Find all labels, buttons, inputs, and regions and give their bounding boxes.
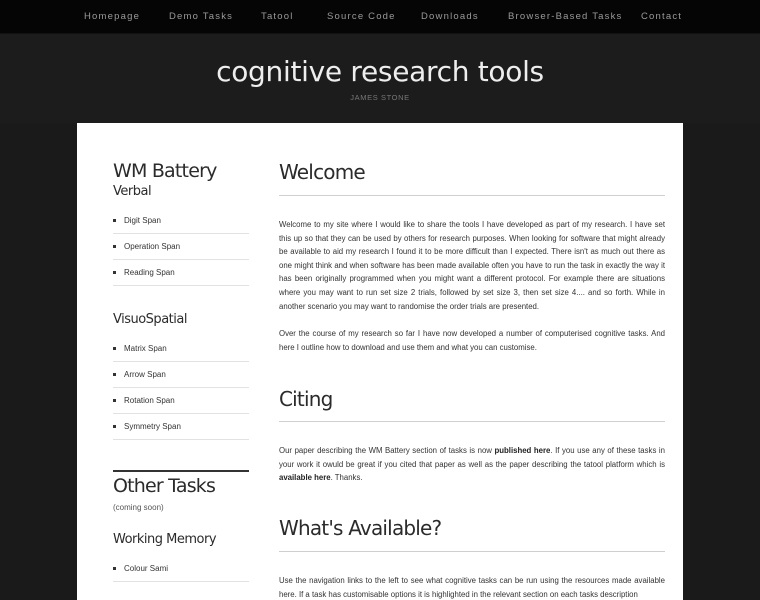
bullet-icon <box>113 399 116 402</box>
sidebar-item-label: Reading Span <box>124 268 175 277</box>
bullet-icon <box>113 567 116 570</box>
content-card <box>77 123 683 600</box>
heading-divider <box>279 421 665 422</box>
citing-text-1: Our paper describing the WM Battery section of tasks is now <box>279 446 495 455</box>
sidebar-heading-wm-battery: WM Battery <box>113 160 217 182</box>
sidebar-coming-soon-note: (coming soon) <box>113 503 164 512</box>
heading-whats-available: What's Available? <box>279 516 442 540</box>
nav-homepage[interactable]: Homepage <box>84 11 141 22</box>
nav-tatool[interactable]: Tatool <box>261 11 294 22</box>
sidebar-item-symmetry-span[interactable] <box>113 414 249 440</box>
sidebar-item-reading-span[interactable] <box>113 260 249 286</box>
sidebar-item-label: Rotation Span <box>124 396 175 405</box>
welcome-paragraph-1: Welcome to my site where I would like to share the tools I have developed as part of my research. I have set this up so that they can be used by others for research purposes. When looking for software that might already be available to aid my research I found it to be more difficult than I expected. There isn't as much out there as one might think and when software has been made available often you have to run the task in exactly the way it has been originally programmed when you might want a different protocol. For example there are situations where you may want to run set size 2 trials, followed by set size 3, then set size 4.... and so forth. While in another scenario you may want to randomise the order trials are presented. <box>279 220 665 311</box>
verbal-task-list <box>113 208 249 286</box>
sidebar-item-operation-span[interactable] <box>113 234 249 260</box>
visuospatial-task-list <box>113 336 249 440</box>
site-title[interactable]: cognitive research tools <box>216 55 544 88</box>
bullet-icon <box>113 373 116 376</box>
sidebar-heading-other-tasks: Other Tasks <box>113 475 216 497</box>
sidebar-item-matrix-span[interactable] <box>113 336 249 362</box>
working-memory-task-list <box>113 556 249 582</box>
heading-divider <box>279 551 665 552</box>
sidebar-heading-verbal: Verbal <box>113 184 152 199</box>
site-author: JAMES STONE <box>350 93 410 102</box>
heading-welcome: Welcome <box>279 160 365 184</box>
bullet-icon <box>113 271 116 274</box>
sidebar-item-label: Arrow Span <box>124 370 166 379</box>
site-header <box>0 34 760 123</box>
bullet-icon <box>113 425 116 428</box>
citing-text-3: . Thanks. <box>330 473 363 483</box>
citing-text-2: . If you use any of these tasks in your work it owuld be great if you cited that paper as well as the paper describing the tatool platform which is <box>279 446 665 469</box>
nav-source-code[interactable]: Source Code <box>327 11 396 22</box>
nav-demo-tasks[interactable]: Demo Tasks <box>169 11 234 22</box>
nav-contact[interactable]: Contact <box>641 11 683 22</box>
sidebar-item-arrow-span[interactable] <box>113 362 249 388</box>
heading-citing: Citing <box>279 387 333 411</box>
sidebar-heading-working-memory: Working Memory <box>113 532 217 547</box>
sidebar-item-label: Digit Span <box>124 216 161 225</box>
sidebar-item-label: Matrix Span <box>124 344 167 353</box>
nav-browser-based-tasks[interactable]: Browser-Based Tasks <box>508 11 623 22</box>
sidebar-item-rotation-span[interactable] <box>113 388 249 414</box>
available-here-link[interactable]: available here <box>279 473 331 483</box>
sidebar-item-label: Operation Span <box>124 242 181 251</box>
sidebar-item-colour-sami[interactable] <box>113 556 249 582</box>
nav-downloads[interactable]: Downloads <box>421 11 479 22</box>
sidebar-divider <box>113 470 249 472</box>
sidebar <box>113 160 249 582</box>
available-paragraph: Use the navigation links to the left to see what cognitive tasks can be run using the resources made available here. If a task has customisable options it is highlighted in the relevant section on each tasks description <box>279 576 665 599</box>
sidebar-item-label: Symmetry Span <box>124 422 181 431</box>
sidebar-item-label: Colour Sami <box>124 564 169 573</box>
published-here-link[interactable]: published here <box>494 446 551 455</box>
bullet-icon <box>113 245 116 248</box>
welcome-paragraph-2: Over the course of my research so far I have now developed a number of computerised cognitive tasks. And here I outline how to download and use them and what you can customise. <box>279 329 665 352</box>
sidebar-heading-visuospatial: VisuoSpatial <box>113 312 187 327</box>
bullet-icon <box>113 219 116 222</box>
citing-paragraph <box>279 444 665 485</box>
heading-divider <box>279 195 665 196</box>
bullet-icon <box>113 347 116 350</box>
top-navigation <box>0 0 760 34</box>
sidebar-item-digit-span[interactable] <box>113 208 249 234</box>
